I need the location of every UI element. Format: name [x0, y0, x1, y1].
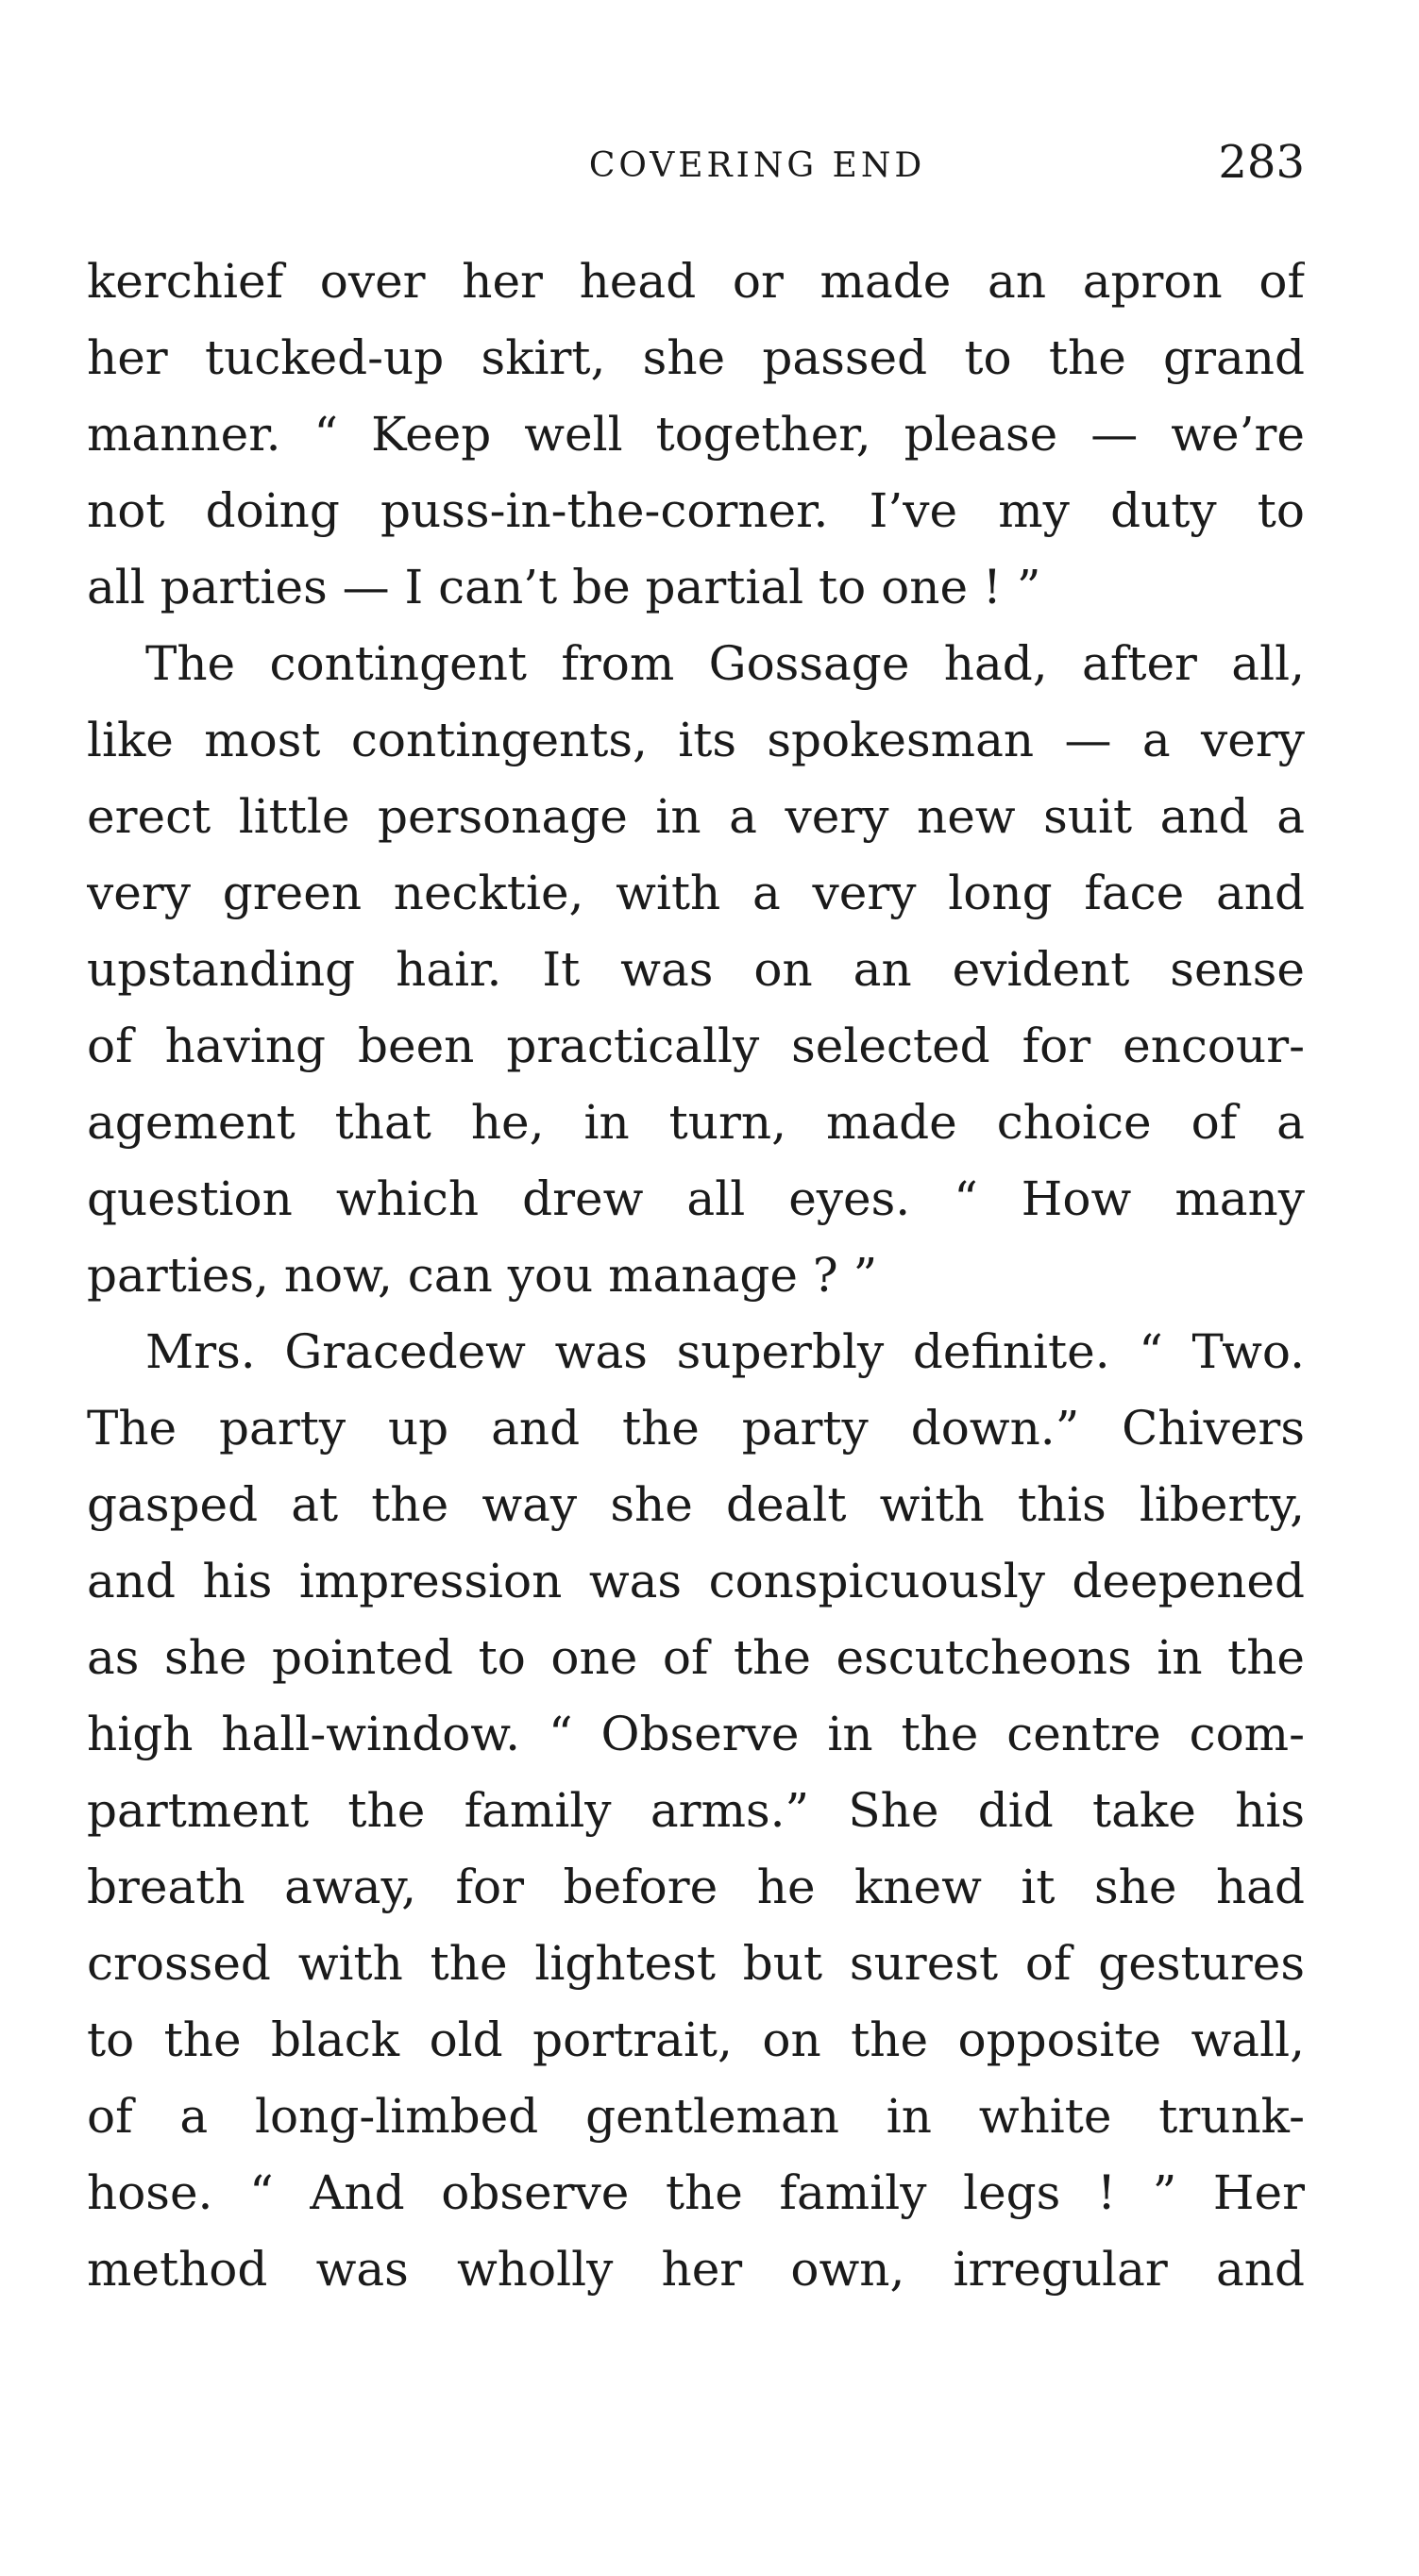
text-line: very green necktie, with a very long face and — [87, 866, 1305, 920]
paragraph-1 — [87, 244, 1305, 626]
text-line: hose. “ And observe the family legs ! ” Her — [87, 2165, 1305, 2220]
text-line: and his impression was conspicuously deepened — [87, 1554, 1305, 1608]
text-line: kerchief over her head or made an apron of — [87, 254, 1305, 309]
text-line: question which drew all eyes. “ How many — [87, 1171, 1305, 1226]
text-line: not doing puss-in-the-corner. I’ve my duty to — [87, 483, 1305, 538]
text-line: manner. “ Keep well together, please — we’re — [87, 407, 1305, 462]
running-title: COVERING END — [588, 146, 926, 185]
text-line: like most contingents, its spokesman — a very — [87, 713, 1305, 767]
text-line: of having been practically selected for encour- — [87, 1019, 1305, 1073]
text-line: The contingent from Gossage had, after all, — [145, 636, 1305, 691]
text-line: Mrs. Gracedew was superbly definite. “ Two. — [145, 1324, 1305, 1379]
text-line: breath away, for before he knew it she had — [87, 1860, 1305, 1914]
text-line: parties, now, can you manage ? ” — [87, 1248, 878, 1303]
text-line: agement that he, in turn, made choice of a — [87, 1095, 1305, 1150]
text-line: upstanding hair. It was on an evident sense — [87, 942, 1305, 997]
text-line: gasped at the way she dealt with this liberty, — [87, 1477, 1305, 1532]
text-line: high hall-window. “ Observe in the centre com- — [87, 1707, 1305, 1761]
text-line: to the black old portrait, on the opposite wall, — [87, 2012, 1305, 2067]
text-line: of a long-limbed gentleman in white trunk- — [87, 2089, 1305, 2144]
text-line: crossed with the lightest but surest of gestures — [87, 1936, 1305, 1991]
text-line: method was wholly her own, irregular and — [87, 2242, 1305, 2297]
text-line: as she pointed to one of the escutcheons in the — [87, 1630, 1305, 1685]
text-line: The party up and the party down.” Chivers — [87, 1401, 1305, 1456]
page-number: 283 — [1218, 136, 1305, 189]
body-text — [87, 244, 1305, 2308]
text-line: her tucked-up skirt, she passed to the grand — [87, 330, 1305, 385]
text-line: partment the family arms.” She did take his — [87, 1783, 1305, 1838]
paragraph-3 — [87, 1314, 1305, 2308]
text-line: all parties — I can’t be partial to one ! ” — [87, 560, 1041, 615]
text-line: erect little personage in a very new suit and a — [87, 789, 1305, 844]
running-head — [87, 136, 1305, 196]
paragraph-2 — [87, 626, 1305, 1314]
